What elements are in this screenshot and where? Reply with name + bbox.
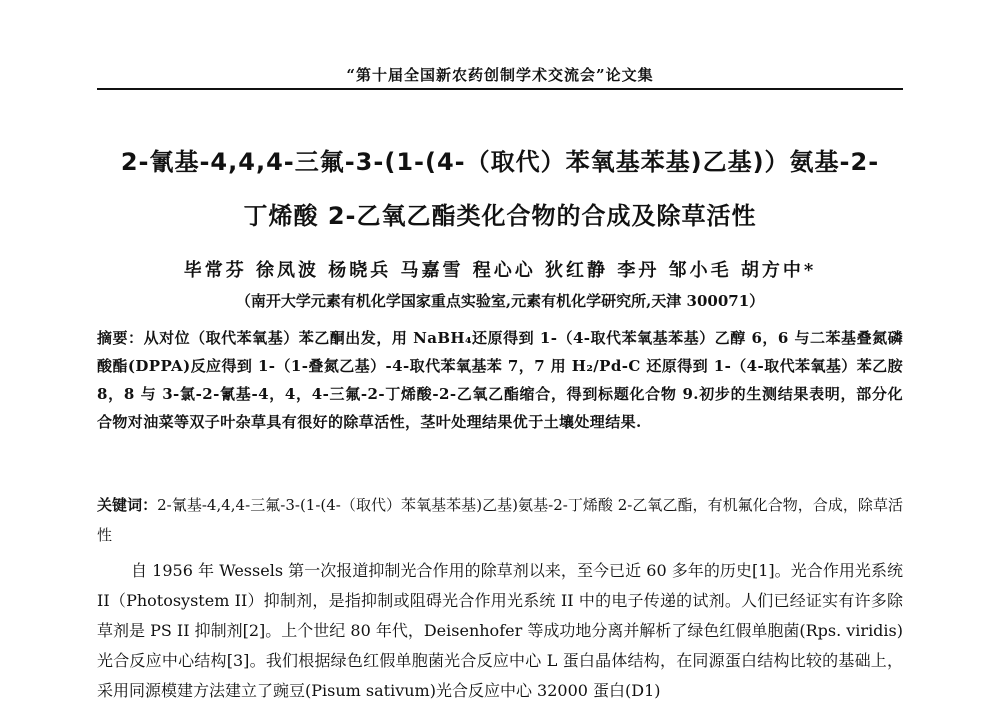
paper-title-line-1: 2-氰基-4,4,4-三氟-3-(1-(4-（取代）苯氧基苯基)乙基)）氨基-2- <box>120 148 880 176</box>
paper-title-line-2: 丁烯酸 2-乙氧乙酯类化合物的合成及除草活性 <box>243 202 757 230</box>
keywords-label: 关键词： <box>97 496 158 514</box>
abstract <box>97 324 903 436</box>
header-rule <box>97 88 903 90</box>
body-paragraph: 自 1956 年 Wessels 第一次报道抑制光合作用的除草剂以来，至今已近 60 多年的历史[1]。光合作用光系统 II（Photosystem II）抑制剂，是指抑制或阻碍光合作用光系统 II 中的电子传递的试剂。人们已经证实有许多除草剂是 PS II 抑制剂[2]。上个世纪 80 年代，Deisenhofer 等成功地分离并解析了绿色红假单胞菌(Rps. viridis)光合反应中心结构[3]。我们根据绿色红假单胞菌光合反应中心 L 蛋白晶体结构，在同源蛋白结构比较的基础上，采用同源模建方法建立了豌豆(Pisum sativum)光合反应中心 32000 蛋白(D1) <box>97 561 903 700</box>
abstract-text: 从对位（取代苯氧基）苯乙酮出发，用 NaBH₄还原得到 1-（4-取代苯氧基苯基）乙醇 6，6 与二苯基叠氮磷酸酯(DPPA)反应得到 1-（1-叠氮乙基）-4-取代苯氧基苯 7，7 用 H₂/Pd-C 还原得到 1-（4-取代苯氧基）苯乙胺 8，8 与 3-氯-2-氰基-4，4，4-三氟-2-丁烯酸-2-乙氧乙酯缩合，得到标题化合物 9.初步的生测结果表明，部分化合物对油菜等双子叶杂草具有很好的除草活性，茎叶处理结果优于土壤处理结果. <box>97 329 903 431</box>
abstract-label: 摘要： <box>97 329 144 347</box>
keywords-text: 2-氰基-4,4,4-三氟-3-(1-(4-（取代）苯氧基苯基)乙基)氨基-2-丁烯酸 2-乙氧乙酯，有机氟化合物，合成，除草活性 <box>97 496 903 544</box>
running-head: “第十届全国新农药创制学术交流会”论文集 <box>346 66 654 84</box>
keywords <box>97 490 903 550</box>
affiliation: （南开大学元素有机化学国家重点实验室,元素有机化学研究所,天津 300071） <box>235 292 765 310</box>
author-list: 毕常芬 徐凤波 杨晓兵 马嘉雪 程心心 狄红静 李丹 邹小毛 胡方中* <box>183 260 817 281</box>
